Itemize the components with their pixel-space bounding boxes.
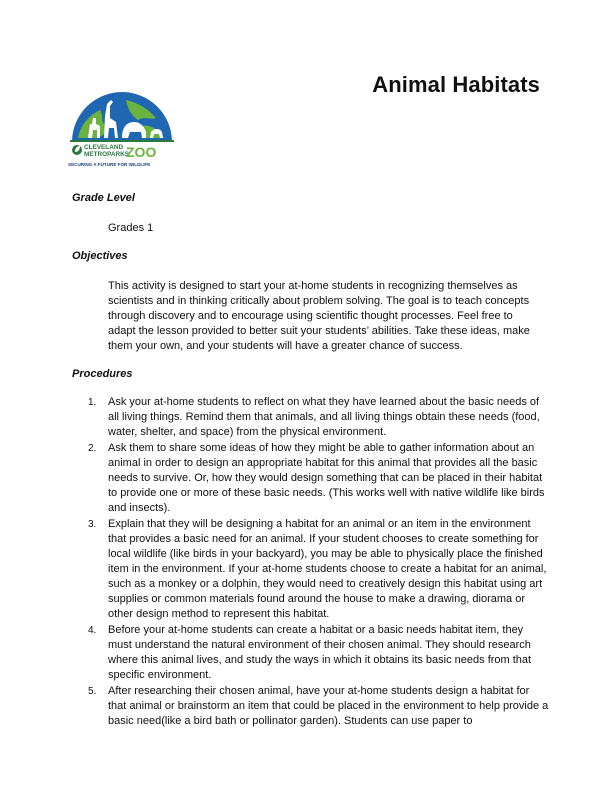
procedures-heading: Procedures [72,368,133,380]
procedure-item [72,395,550,440]
grade-level-heading: Grade Level [72,192,135,204]
procedure-text: Explain that they will be designing a habitat for an animal or an item in the environment that provides a basic need for an animal. If your student chooses to create something for local wildlife (like birds in your backyard), you may be able to physically place the finished item in the environment. If your at-home students choose to create a habitat for an animal, such as a monkey or a dolphin, they would need to creatively design this habitat using art supplies or common materials found around the house to make a drawing, diorama or other design method to represent this habitat. [108,518,547,620]
procedure-text: Ask them to share some ideas of how they might be able to gather information about an animal in order to design an appropriate habitat for this animal that provides all the basic needs to survive. Or, how they would design something that can be placed in their habitat to provide one or more of these basic needs. (This works well with native wildlife like birds and insects). [108,442,545,514]
procedure-item [72,441,550,516]
procedure-text: After researching their chosen animal, have your at-home students design a habitat for that animal or brainstorm an item that could be placed in the environment to help provide a basic need(like a bird bath or pollinator garden). Students can use paper to [108,685,549,727]
procedure-item [72,517,550,622]
objectives-paragraph: This activity is designed to start your at-home students in recognizing themselves as scientists and in thinking critically about problem solving. The goal is to teach concepts through discovery and to encourage using scientific thought processes. Feel free to adapt the lesson provided to better suit your students’ abilities. Take these ideas, make them your own, and your students will have a greater chance of success. [108,280,530,352]
procedures-list [72,395,550,730]
zoo-logo-graphic [66,86,178,168]
grade-level-value: Grades 1 [108,222,154,234]
procedure-number: 5. [88,686,97,697]
procedure-text: Ask your at-home students to reflect on what they have learned about the basic needs of all living things. Remind them that animals, and all living things obtain these needs (food, water, shelter, and space) from the physical environment. [108,396,540,438]
procedure-number: 3. [88,519,97,530]
procedure-number: 1. [88,397,97,408]
procedure-text: Before your at-home students can create a habitat or a basic needs habitat item, they must understand the natural environment of their chosen animal. They should research where this animal lives, and study the ways in which it obtains its basic needs from that specific environment. [108,624,532,681]
cleveland-zoo-logo [66,86,178,168]
logo-zoo-word: ZOO [126,144,157,160]
procedure-number: 4. [88,625,97,636]
logo-name-line1: CLEVELAND [84,144,124,151]
logo-tagline: SECURING A FUTURE FOR WILDLIFE [68,162,151,167]
procedure-number: 2. [88,443,97,454]
procedure-item [72,623,550,683]
objectives-heading: Objectives [72,250,128,262]
logo-name-line2: METROPARKS [84,151,129,158]
procedure-item [72,684,550,729]
document-title: Animal Habitats [372,72,540,97]
